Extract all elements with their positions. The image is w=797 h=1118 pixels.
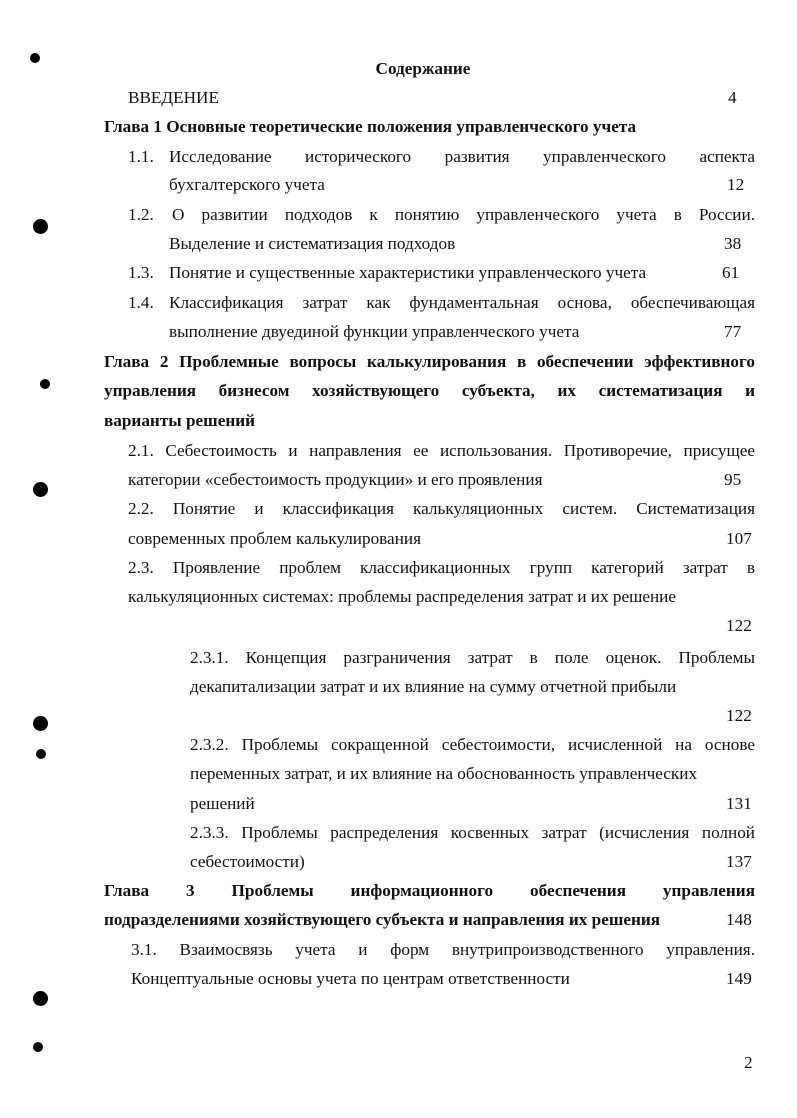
binder-hole	[40, 379, 50, 389]
toc-intro-page: 4	[728, 88, 737, 107]
toc-section-page: 149	[726, 969, 752, 988]
toc-section-text: Понятие и существенные характеристики управленческого учета	[169, 263, 647, 282]
toc-section-text: 2.3. Проявление проблем классификационных групп категорий затрат в	[128, 558, 755, 577]
toc-section-text: категории «себестоимость продукции» и его проявления	[128, 470, 543, 489]
binder-hole	[33, 716, 48, 731]
toc-subsection-text: себестоимости)	[190, 852, 305, 871]
toc-intro-label: ВВЕДЕНИЕ	[128, 88, 219, 107]
binder-hole	[33, 219, 48, 234]
toc-section-text: Концептуальные основы учета по центрам ответственности	[131, 969, 570, 988]
page-title: Содержание	[375, 59, 471, 78]
binder-hole	[33, 991, 48, 1006]
toc-subsection-text: декапитализации затрат и их влияние на сумму отчетной прибыли	[190, 677, 677, 696]
toc-chapter-2-title: управления бизнесом хозяйствующего субъекта, их систематизация и	[104, 381, 755, 400]
page-number: 2	[744, 1053, 753, 1072]
toc-section-text: 2.1. Себестоимость и направления ее использования. Противоречие, присущее	[128, 441, 755, 460]
toc-chapter-3-title: Глава 3 Проблемы информационного обеспечения управления	[104, 881, 755, 900]
toc-section-page: 122	[726, 616, 752, 635]
binder-hole	[33, 482, 48, 497]
toc-section-num: 1.3.	[128, 263, 154, 282]
toc-chapter-3-title: подразделениями хозяйствующего субъекта и направления их решения	[104, 910, 661, 929]
toc-section-text: калькуляционных системах: проблемы распределения затрат и их решение	[128, 587, 677, 606]
toc-subsection-page: 137	[726, 852, 752, 871]
toc-section-page: 77	[724, 322, 742, 341]
toc-subsection-page: 131	[726, 794, 752, 813]
toc-chapter-2-title: Глава 2 Проблемные вопросы калькулирования в обеспечении эффективного	[104, 352, 755, 371]
binder-hole	[30, 53, 40, 63]
toc-section-text: Исследование исторического развития управленческого аспекта	[169, 147, 755, 166]
toc-section-page: 95	[724, 470, 742, 489]
toc-chapter-3-page: 148	[726, 910, 752, 929]
toc-section-num: 1.1.	[128, 147, 154, 166]
toc-subsection-text: 2.3.1. Концепция разграничения затрат в поле оценок. Проблемы	[190, 648, 755, 667]
toc-subsection-text: 2.3.3. Проблемы распределения косвенных затрат (исчисления полной	[190, 823, 755, 842]
binder-hole	[33, 1042, 43, 1052]
toc-section-text: 2.2. Понятие и классификация калькуляционных систем. Систематизация	[128, 499, 755, 518]
toc-section-text: современных проблем калькулирования	[128, 529, 421, 548]
toc-section-page: 12	[727, 175, 745, 194]
binder-hole	[36, 749, 46, 759]
toc-chapter-2-title: варианты решений	[104, 411, 256, 430]
toc-subsection-page: 122	[726, 706, 752, 725]
toc-section-page: 107	[726, 529, 752, 548]
toc-section-num: 1.2.	[128, 205, 154, 224]
toc-section-text: О развитии подходов к понятию управленческого учета в России.	[172, 205, 755, 224]
toc-subsection-text: решений	[190, 794, 255, 813]
toc-chapter-1-title: Глава 1 Основные теоретические положения управленческого учета	[104, 117, 637, 136]
toc-section-text: Выделение и систематизация подходов	[169, 234, 456, 253]
toc-section-text: бухгалтерского учета	[169, 175, 325, 194]
toc-section-text: 3.1. Взаимосвязь учета и форм внутрипроизводственного управления.	[131, 940, 755, 959]
toc-section-num: 1.4.	[128, 293, 154, 312]
toc-section-page: 61	[722, 263, 740, 282]
toc-subsection-text: 2.3.2. Проблемы сокращенной себестоимости, исчисленной на основе	[190, 735, 755, 754]
toc-section-text: выполнение двуединой функции управленческого учета	[169, 322, 580, 341]
toc-subsection-text: переменных затрат, и их влияние на обоснованность управленческих	[190, 764, 698, 783]
toc-section-page: 38	[724, 234, 742, 253]
toc-section-text: Классификация затрат как фундаментальная основа, обеспечивающая	[169, 293, 755, 312]
